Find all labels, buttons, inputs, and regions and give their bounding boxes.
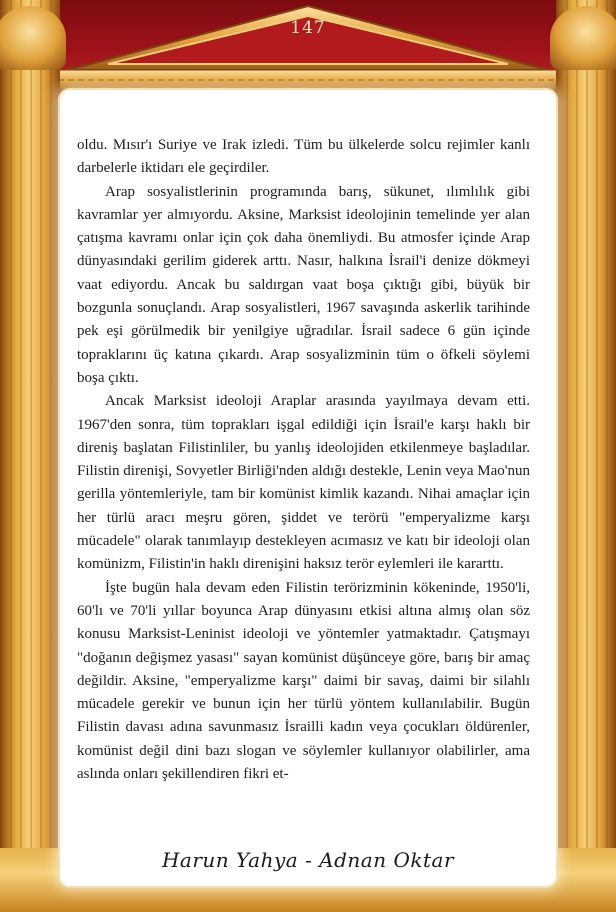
- left-column-capital: [0, 6, 66, 70]
- temple-pediment: [48, 0, 568, 92]
- left-column: [0, 0, 60, 912]
- paragraph: Ancak Marksist ideoloji Araplar arasında yayılmaya devam etti. 1967'den sonra, tüm toprakları işgal edildiği için İsrail'e karşı haklı bir direniş başlatan Filistinliler, bu yanlış ideolojiden etkilenmeye başladılar. Filistin direnişi, Sovyetler Birliği'nden aldığı destekle, Lenin veya Mao'nun gerilla yöntemleriyle, tam bir komünist kimlik kazandı. Nihai amaçlar için her türlü aracı meşru gören, şiddet ve terörü "emperyalizme karşı mücadele" olarak tanımlayıp destekleyen acımasız ve katı bir ideoloji olan komünizm, Filistin'in haklı direnişini haksız terör eylemleri ile kararttı.: [77, 393, 530, 573]
- paragraph: İşte bugün hala devam eden Filistin terörizminin kökeninde, 1950'li, 60'lı ve 70'li yıllar boyunca Arap dünyasını etkisi altına almış olan söz konusu Marksist-Leninist ideoloji ve yöntemler yatmaktadır. Çatışmayı "doğanın değişmez yasası" sayan komünist düşünceye göre, barış bir amaç değildir. Aksine, "emperyalizme karşı" daimi bir savaş, daimi bir silahlı mücadele gerekir ve bunun için her türlü yöntem kullanılabilir. Bugün Filistin davası adına savunmasız İsrailli kadın veya çocukları öldürenler, komünist değil dini bazı slogan ve söylemler kullanıyor olabilirler, ama aslında onları şekillendiren fikri et-: [77, 579, 530, 783]
- right-column-capital: [550, 6, 616, 70]
- author-footer: Harun Yahya - Adnan Oktar: [161, 848, 455, 872]
- page-number: 147: [290, 18, 326, 38]
- paragraph: oldu. Mısır'ı Suriye ve Irak izledi. Tüm bu ülkelerde solcu rejimler kanlı darbelerle iktidarı ele geçirdiler.: [77, 137, 530, 177]
- body-text: [77, 134, 530, 786]
- right-column: [556, 0, 616, 912]
- paragraph: Arap sosyalistlerinin programında barış, sükunet, ılımlılık gibi kavramlar yer almıyordu. Aksine, Marksist ideolojinin temelinde yer alan çatışma kavramı onlar için çok daha önemliydi. Bu atmosfer içinde Arap dünyasındaki gerilim giderek arttı. Nasır, halkına İsrail'i denize dökmeyi vaat ediyordu. Ancak bu saldırgan vaat boşa çıktığı gibi, büyük bir bozgunla sonuçlandı. Arap sosyalistleri, 1967 savaşında askerlik tarihinde pek eşi görülmedik bir yenilgiye uğradılar. İsrail sadece 6 gün içinde topraklarını üç katına çıkardı. Arap sosyalizminin tüm o öfkeli söylemi boşa çıktı.: [77, 183, 530, 386]
